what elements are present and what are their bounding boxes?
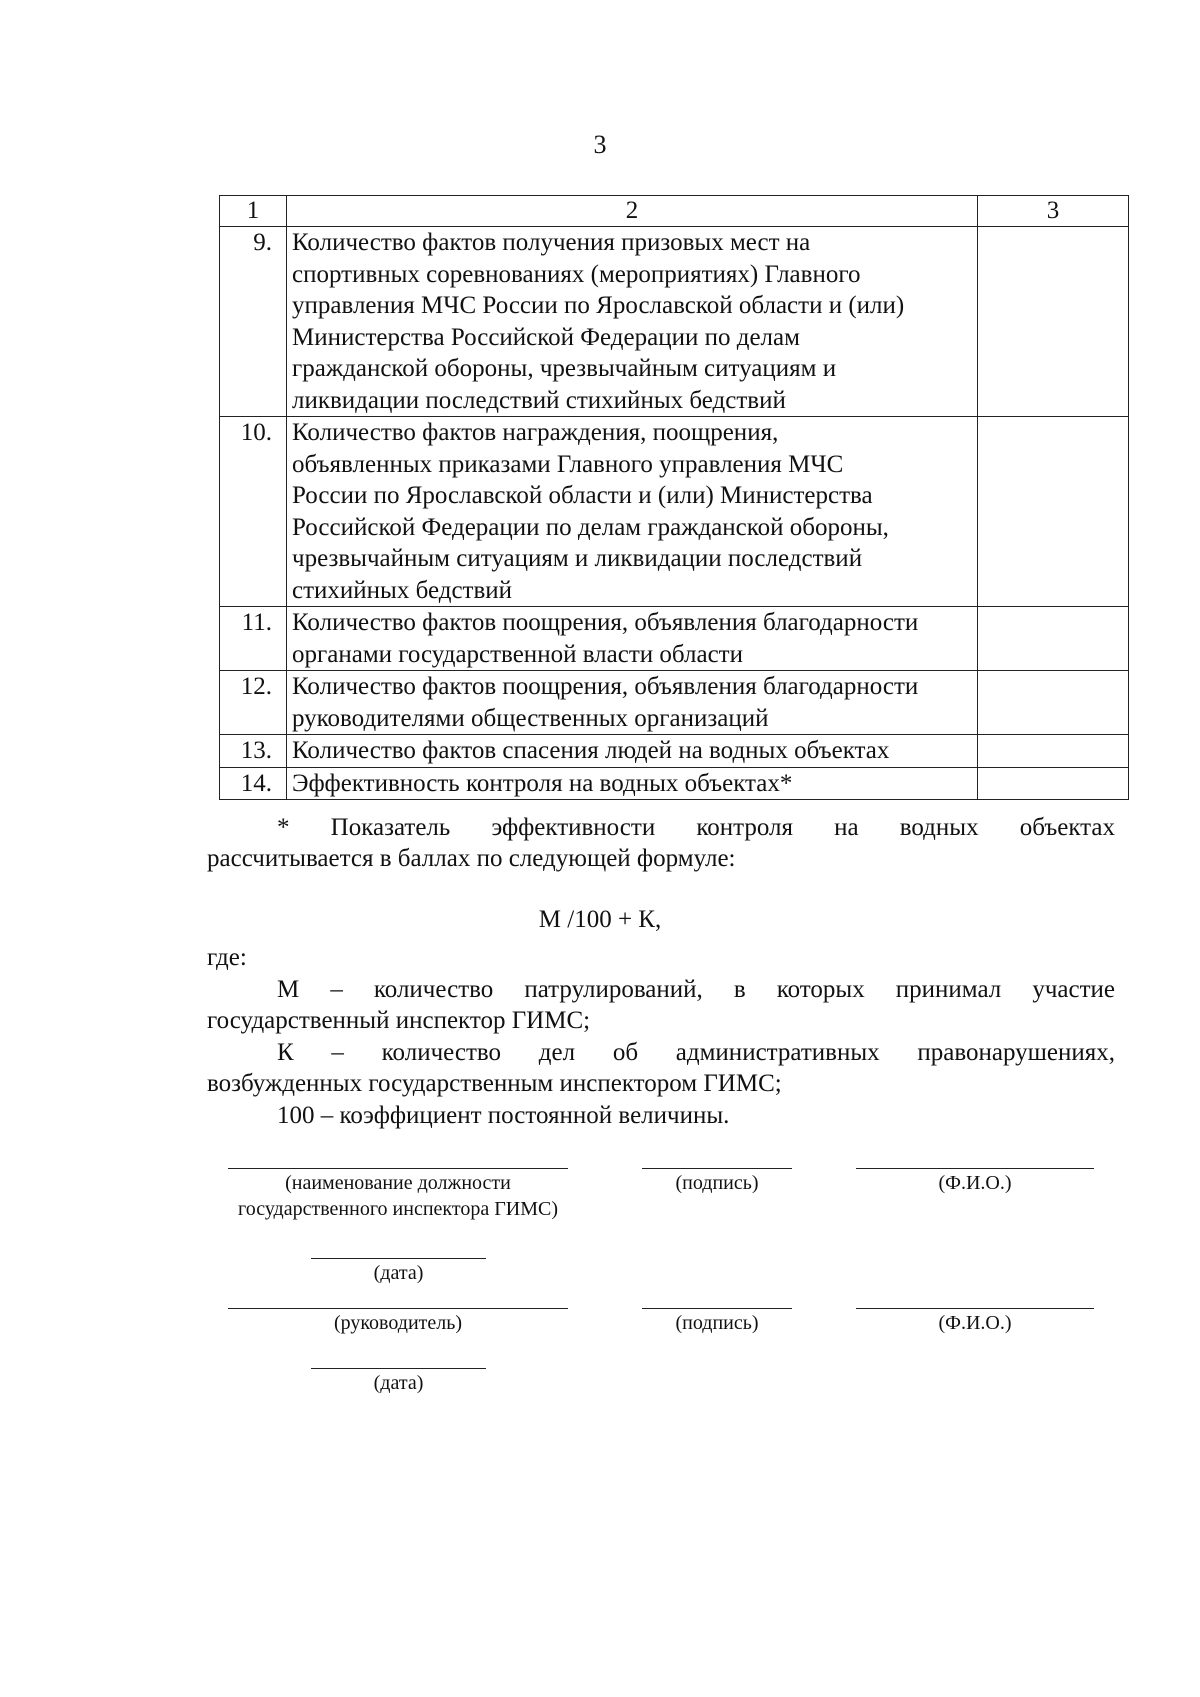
date-line xyxy=(311,1258,486,1259)
fio-caption-2: (Ф.И.О.) xyxy=(938,1312,1012,1334)
indicator-text-line: стихийных бедствий xyxy=(292,576,513,604)
row-number: 13. xyxy=(220,735,287,768)
row-number: 10. xyxy=(220,417,287,607)
fio-line xyxy=(856,1168,1094,1169)
definition-m-line-2: государственный инспектор ГИМС; xyxy=(207,1007,591,1034)
table-row xyxy=(220,767,1129,800)
indicator-text-line: руководителями общественных организаций xyxy=(292,704,769,732)
indicator-text-line: Российской Федерации по делам гражданской обороны, xyxy=(292,513,889,541)
head-caption: (руководитель) xyxy=(333,1312,463,1334)
signature-line-2 xyxy=(642,1308,792,1309)
date-caption: (дата) xyxy=(373,1262,424,1284)
indicator-text-line: Эффективность контроля на водных объектах* xyxy=(292,769,793,797)
indicator-text-line: спортивных соревнованиях (мероприятиях) Главного xyxy=(292,260,861,288)
header-col-2: 2 xyxy=(287,196,978,227)
footnote-line-2: рассчитывается в баллах по следующей формуле: xyxy=(207,845,736,872)
row-indicator-text xyxy=(287,607,978,671)
row-number: 12. xyxy=(220,671,287,735)
signature-caption-2: (подпись) xyxy=(675,1312,759,1334)
indicator-text-line: объявленных приказами Главного управления МЧС xyxy=(292,450,844,478)
position-caption-line-1: (наименование должности xyxy=(285,1172,511,1194)
signature-line xyxy=(642,1168,792,1169)
row-indicator-text xyxy=(287,671,978,735)
header-col-1: 1 xyxy=(220,196,287,227)
definition-m-line-1: М – количество патрулирований, в которых принимал участие xyxy=(277,975,1115,1003)
table-header-row xyxy=(220,196,1129,227)
footnote xyxy=(207,812,1115,874)
row-number: 11. xyxy=(220,607,287,671)
row-value xyxy=(978,417,1129,607)
indicator-text-line: чрезвычайным ситуациям и ликвидации последствий xyxy=(292,545,863,572)
definition-k-line-1: К – количество дел об административных правонарушениях, xyxy=(277,1038,1115,1066)
row-value xyxy=(978,227,1129,417)
date-line-2 xyxy=(311,1368,486,1369)
indicator-text-line: Министерства Российской Федерации по делам xyxy=(292,323,800,351)
head-signature-line xyxy=(228,1308,568,1309)
indicator-text-line: России по Ярославской области и (или) Министерства xyxy=(292,482,873,509)
table-row xyxy=(220,417,1129,607)
signature-caption: (подпись) xyxy=(675,1172,759,1194)
indicator-text-line: Количество фактов получения призовых мест на xyxy=(292,229,811,256)
header-col-3: 3 xyxy=(978,196,1129,227)
indicators-table xyxy=(219,195,1129,800)
row-value xyxy=(978,735,1129,768)
table-row xyxy=(220,735,1129,768)
formula: М /100 + К, xyxy=(538,906,662,933)
row-value xyxy=(978,671,1129,735)
table-row xyxy=(220,607,1129,671)
indicator-text-line: Количество фактов награждения, поощрения, xyxy=(292,419,779,446)
definition-constant: 100 – коэффициент постоянной величины. xyxy=(277,1101,730,1129)
date-caption-2: (дата) xyxy=(373,1372,424,1394)
position-signature-line xyxy=(228,1168,568,1169)
row-number: 9. xyxy=(220,227,287,417)
row-indicator-text xyxy=(287,417,978,607)
table-row xyxy=(220,227,1129,417)
position-caption-line-2: государственного инспектора ГИМС) xyxy=(238,1198,558,1220)
fio-line-2 xyxy=(856,1308,1094,1309)
fio-caption: (Ф.И.О.) xyxy=(938,1172,1012,1194)
indicator-text-line: Количество фактов поощрения, объявления благодарности xyxy=(292,609,919,636)
position-caption xyxy=(208,1170,588,1222)
indicator-text-line: управления МЧС России по Ярославской области и (или) xyxy=(292,292,905,319)
indicator-text-line: органами государственной власти области xyxy=(292,640,743,668)
row-indicator-text xyxy=(287,767,978,800)
footnote-line-1: * Показатель эффективности контроля на водных объектах xyxy=(277,814,1115,841)
indicator-text-line: Количество фактов спасения людей на водных объектах xyxy=(292,737,890,764)
page-number: 3 xyxy=(593,130,607,159)
definitions xyxy=(207,942,1115,1131)
indicator-text-line: ликвидации последствий стихийных бедствий xyxy=(292,386,786,414)
indicator-text-line: Количество фактов поощрения, объявления благодарности xyxy=(292,673,919,700)
row-indicator-text xyxy=(287,735,978,768)
row-number: 14. xyxy=(220,767,287,800)
row-value xyxy=(978,767,1129,800)
table-row xyxy=(220,671,1129,735)
definition-k-line-2: возбужденных государственным инспектором ГИМС; xyxy=(207,1070,782,1097)
row-value xyxy=(978,607,1129,671)
row-indicator-text xyxy=(287,227,978,417)
where-label: где: xyxy=(207,944,247,971)
indicator-text-line: гражданской обороны, чрезвычайным ситуациям и xyxy=(292,355,837,382)
